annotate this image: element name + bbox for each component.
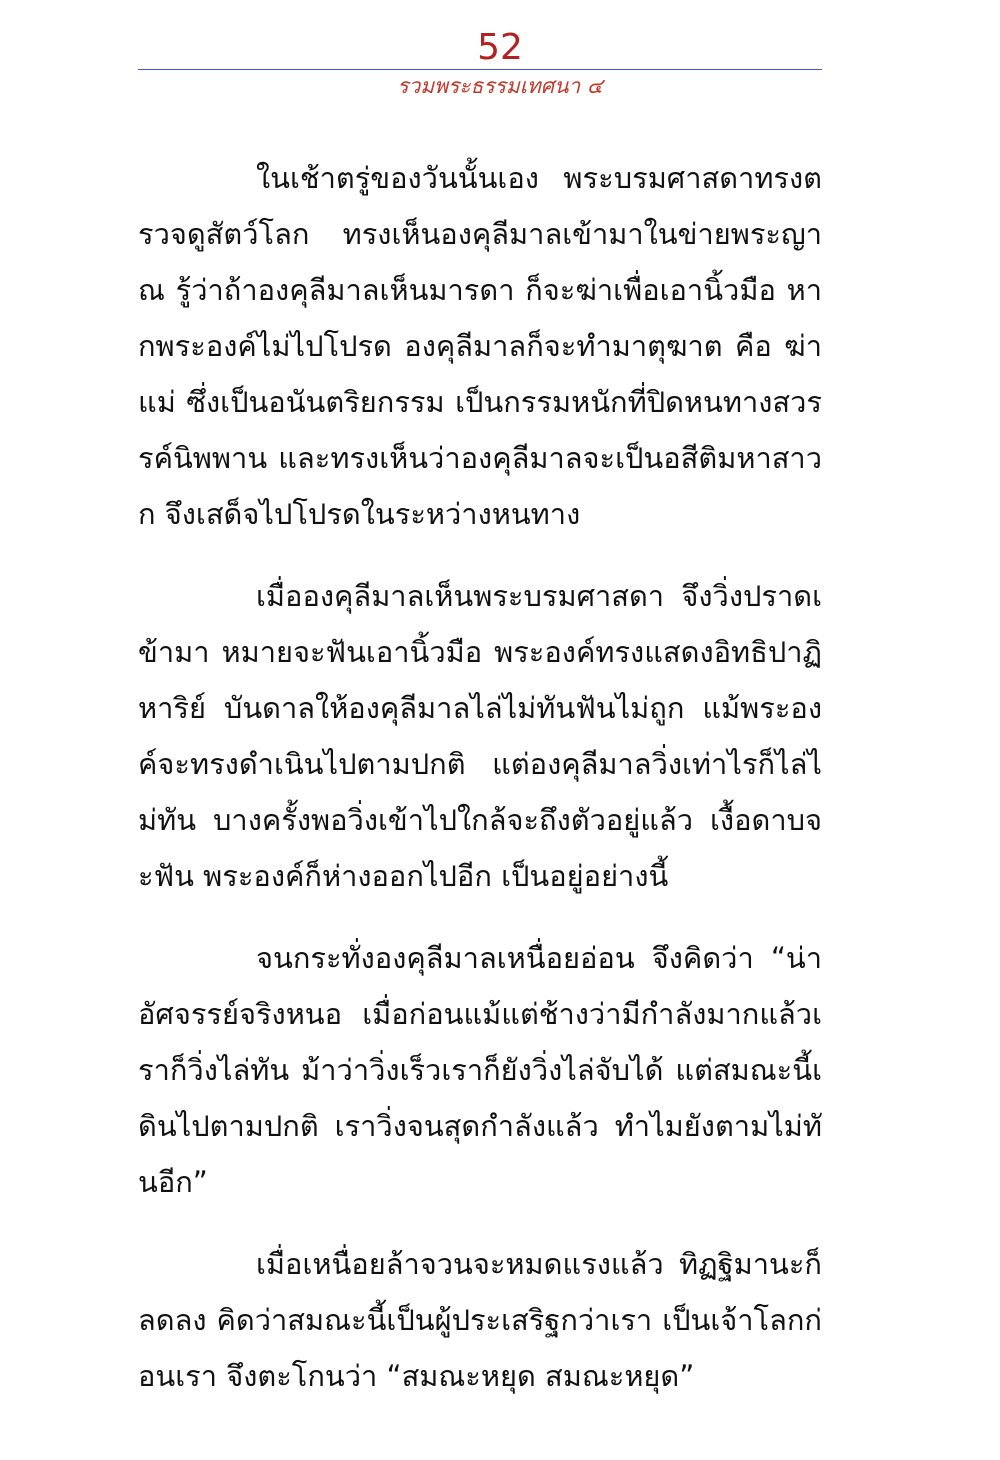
paragraph-2: เมื่อองคุลีมาลเห็นพระบรมศาสดา จึงวิ่งปราดเข้ามา หมายจะฟันเอานิ้วมือ พระองค์ทรงแสดงอิทธิปาฏิหาริย์ บันดาลให้องคุลีมาลไล่ไม่ทันฟันไม่ถูก แม้พระองค์จะทรงดำเนินไปตามปกติ แต่องคุลีมาลวิ่งเท่าไรก็ไล่ไม่ทัน บางครั้งพอวิ่งเข้าไปใกล้จะถึงตัวอยู่แล้ว เงื้อดาบจะฟัน พระองค์ก็ห่างออกไปอีก เป็นอยู่อย่างนี้ [138, 579, 822, 893]
paragraph-4: เมื่อเหนื่อยล้าจวนจะหมดแรงแล้ว ทิฏฐิมานะก็ลดลง คิดว่าสมณะนี้เป็นผู้ประเสริฐกว่าเรา เป็นเจ้าโลกก่อนเรา จึงตะโกนว่า “สมณะหยุด สมณะหยุด” [138, 1247, 822, 1393]
page-number: 52 [477, 27, 523, 68]
running-title: รวมพระธรรมเทศนา ๔ [397, 74, 603, 98]
paragraph-1: ในเช้าตรู่ของวันนั้นเอง พระบรมศาสดาทรงตรวจดูสัตว์โลก ทรงเห็นองคุลีมาลเข้ามาในข่ายพระญาณ รู้ว่าถ้าองคุลีมาลเห็นมารดา ก็จะฆ่าเพื่อเอานิ้วมือ หากพระองค์ไม่ไปโปรด องคุลีมาลก็จะทำมาตุฆาต คือ ฆ่าแม่ ซึ่งเป็นอนันตริยกรรม เป็นกรรมหนักที่ปิดหนทางสวรรค์นิพพาน และทรงเห็นว่าองคุลีมาลจะเป็นอสีติมหาสาวก จึงเสด็จไปโปรดในระหว่างหนทาง [138, 161, 822, 531]
header-divider [138, 69, 822, 70]
paragraph-3: จนกระทั่งองคุลีมาลเหนื่อยอ่อน จึงคิดว่า “น่าอัศจรรย์จริงหนอ เมื่อก่อนแม้แต่ช้างว่ามีกำลังมากแล้วเราก็วิ่งไล่ทัน ม้าว่าวิ่งเร็วเราก็ยังวิ่งไล่จับได้ แต่สมณะนี้เดินไปตามปกติ เราวิ่งจนสุดกำลังแล้ว ทำไมยังตามไม่ทันอีก” [138, 941, 822, 1199]
body-text [138, 150, 822, 1430]
